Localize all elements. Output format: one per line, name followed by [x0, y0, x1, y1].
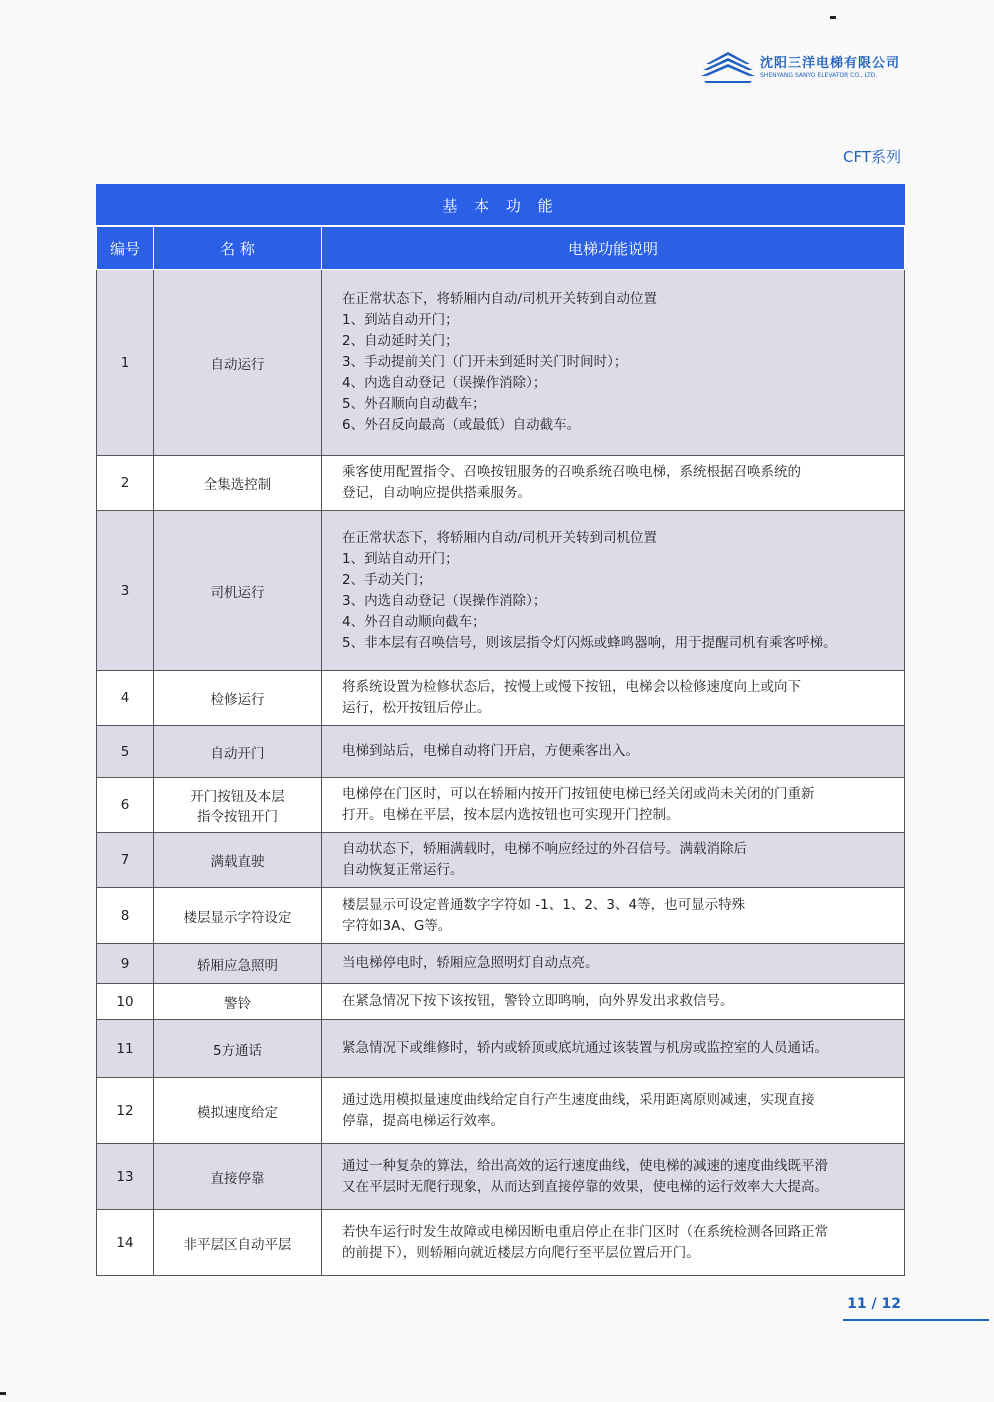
column-header-description: 电梯功能说明 — [322, 226, 905, 270]
table-row — [97, 671, 905, 726]
table-row — [97, 944, 905, 984]
description-line: 4、外召自动顺向截车； — [342, 613, 486, 630]
function-description — [322, 726, 905, 778]
function-name: 楼层显示字符设定 — [154, 888, 322, 944]
description-line: 4、内选自动登记（误操作消除）； — [342, 375, 547, 391]
row-number: 12 — [97, 1078, 154, 1144]
function-name: 模拟速度给定 — [154, 1078, 322, 1144]
row-number: 9 — [97, 944, 154, 984]
row-number: 11 — [97, 1020, 154, 1078]
function-name: 自动运行 — [154, 270, 322, 456]
table-row — [97, 984, 905, 1020]
description-line: 在正常状态下，将轿厢内自动/司机开关转到自动位置 — [342, 291, 658, 307]
description-line: 在紧急情况下按下该按钮，警铃立即鸣响，向外界发出求救信号。 — [342, 993, 734, 1009]
description-line: 若快车运行时发生故障或电梯因断电重启停止在非门区时（在系统检测各回路正常 — [342, 1223, 828, 1240]
description-line: 3、手动提前关门（门开未到延时关门时间时）； — [342, 354, 628, 370]
description-line: 自动恢复正常运行。 — [342, 862, 464, 878]
function-description — [322, 944, 905, 984]
table-row — [97, 833, 905, 888]
description-line: 的前提下），则轿厢向就近楼层方向爬行至平层位置后开门。 — [342, 1244, 700, 1261]
function-name: 直接停靠 — [154, 1144, 322, 1210]
description-line: 1、到站自动开门； — [342, 312, 459, 328]
table-row — [97, 1020, 905, 1078]
function-description — [322, 1210, 905, 1276]
description-line: 电梯到站后，电梯自动将门开启，方便乘客出入。 — [342, 743, 639, 759]
description-line: 2、手动关门； — [342, 571, 432, 588]
description-line: 6、外召反向最高（或最低）自动截车。 — [342, 417, 581, 433]
function-table — [96, 184, 905, 1276]
table-title: 基 本 功 能 — [97, 185, 905, 227]
row-number: 6 — [97, 778, 154, 833]
row-number: 4 — [97, 671, 154, 726]
description-line: 通过一种复杂的算法，给出高效的运行速度曲线，使电梯的减速的速度曲线既平滑 — [342, 1157, 828, 1174]
page-number: 11 / 12 — [847, 1296, 901, 1312]
table-body — [97, 270, 905, 1276]
function-name: 警铃 — [154, 984, 322, 1020]
row-number: 2 — [97, 456, 154, 511]
row-number: 13 — [97, 1144, 154, 1210]
function-name: 检修运行 — [154, 671, 322, 726]
table-row — [97, 726, 905, 778]
function-description — [322, 1144, 905, 1210]
company-logo — [700, 48, 910, 88]
function-description — [322, 833, 905, 888]
function-description — [322, 671, 905, 726]
function-name: 轿厢应急照明 — [154, 944, 322, 984]
company-name-en: SHENYANG SANYO ELEVATOR CO., LTD. — [760, 72, 878, 79]
function-name: 5方通话 — [154, 1020, 322, 1078]
table-row — [97, 456, 905, 511]
row-number: 1 — [97, 270, 154, 456]
description-line: 紧急情况下或维修时，轿内或轿顶或底坑通过该装置与机房或监控室的人员通话。 — [342, 1040, 828, 1056]
description-line: 登记，自动响应提供搭乘服务。 — [342, 485, 531, 501]
row-number: 5 — [97, 726, 154, 778]
table-row — [97, 1210, 905, 1276]
description-line: 5、非本层有召唤信号，则该层指令灯闪烁或蜂鸣器响，用于提醒司机有乘客呼梯。 — [342, 634, 837, 651]
description-line: 通过选用模拟量速度曲线给定自行产生速度曲线，采用距离原则减速，实现直接 — [342, 1091, 815, 1108]
table-row — [97, 511, 905, 671]
row-number: 10 — [97, 984, 154, 1020]
function-description — [322, 984, 905, 1020]
description-line: 又在平层时无爬行现象，从而达到直接停靠的效果，使电梯的运行效率大大提高。 — [342, 1178, 828, 1195]
company-name-cn: 沈阳三洋电梯有限公司 — [760, 56, 901, 71]
function-name: 全集选控制 — [154, 456, 322, 511]
description-line: 3、内选自动登记（误操作消除）； — [342, 592, 547, 609]
function-description — [322, 1078, 905, 1144]
column-header-name: 名 称 — [154, 226, 322, 270]
description-line: 当电梯停电时，轿厢应急照明灯自动点亮。 — [342, 955, 599, 971]
scan-mark — [830, 16, 836, 19]
description-line: 在正常状态下，将轿厢内自动/司机开关转到司机位置 — [342, 529, 658, 546]
table-row — [97, 778, 905, 833]
description-line: 字符如3A、G等。 — [342, 917, 452, 934]
function-description — [322, 1020, 905, 1078]
page-rule — [843, 1319, 989, 1321]
row-number: 14 — [97, 1210, 154, 1276]
function-description — [322, 511, 905, 671]
description-line: 停靠，提高电梯运行效率。 — [342, 1112, 504, 1129]
row-number: 7 — [97, 833, 154, 888]
function-description — [322, 456, 905, 511]
column-header-number: 编号 — [97, 226, 154, 270]
description-line: 楼层显示可设定普通数字字符如 -1、1、2、3、4等，也可显示特殊 — [342, 896, 746, 913]
table-row — [97, 1144, 905, 1210]
function-name: 自动开门 — [154, 726, 322, 778]
description-line: 5、外召顺向自动截车； — [342, 396, 486, 412]
function-name: 满载直驶 — [154, 833, 322, 888]
table-row — [97, 270, 905, 456]
function-name: 司机运行 — [154, 511, 322, 671]
scan-mark — [0, 1392, 6, 1395]
description-line: 2、自动延时关门； — [342, 333, 459, 349]
series-title: CFT系列 — [842, 148, 901, 166]
function-description — [322, 270, 905, 456]
function-name: 非平层区自动平层 — [154, 1210, 322, 1276]
description-line: 打开。电梯在平层，按本层内选按钮也可实现开门控制。 — [342, 807, 680, 823]
description-line: 电梯停在门区时，可以在轿厢内按开门按钮使电梯已经关闭或尚未关闭的门重新 — [342, 786, 815, 802]
description-line: 自动状态下，轿厢满载时，电梯不响应经过的外召信号。满载消除后 — [342, 841, 747, 857]
description-line: 将系统设置为检修状态后，按慢上或慢下按钮，电梯会以检修速度向上或向下 — [342, 679, 801, 695]
function-description — [322, 778, 905, 833]
table-row — [97, 1078, 905, 1144]
function-name: 开门按钮及本层 指令按钮开门 — [154, 778, 322, 833]
row-number: 3 — [97, 511, 154, 671]
function-description — [322, 888, 905, 944]
row-number: 8 — [97, 888, 154, 944]
description-line: 1、到站自动开门； — [342, 550, 459, 567]
description-line: 乘客使用配置指令、召唤按钮服务的召唤系统召唤电梯，系统根据召唤系统的 — [342, 464, 801, 480]
table-row — [97, 888, 905, 944]
logo-emblem-icon — [700, 48, 756, 84]
description-line: 运行，松开按钮后停止。 — [342, 700, 491, 716]
